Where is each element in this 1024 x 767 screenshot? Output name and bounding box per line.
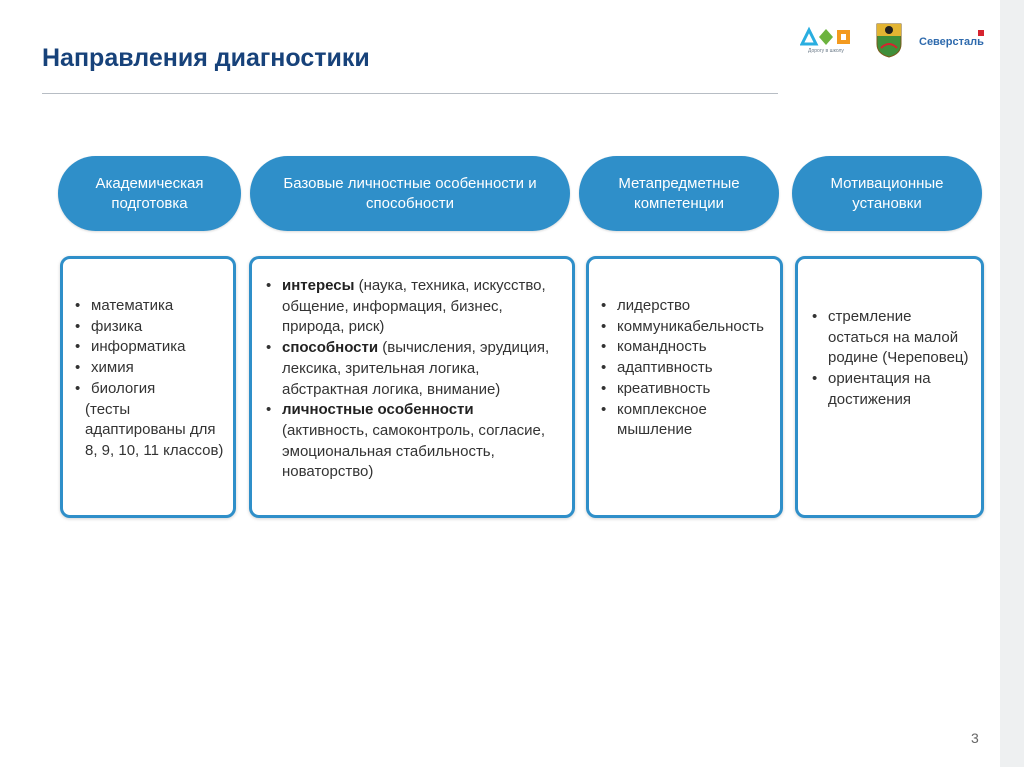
header-academic: Академическая подготовка xyxy=(58,156,241,231)
header-motivation: Мотивационные установки xyxy=(792,156,982,231)
list-item: • адаптивность xyxy=(599,358,772,379)
item-term: способности xyxy=(282,339,379,357)
page-number: 3 xyxy=(971,730,979,746)
list-item: • лидерство xyxy=(599,296,772,317)
list-item: • комплексное мышление xyxy=(599,400,772,441)
item-detail: (активность, самоконтроль, согласие, эмоциональная стабильность, новаторство) xyxy=(282,421,546,481)
list-item: • коммуникабельность xyxy=(599,317,772,338)
card-metasubject xyxy=(586,256,783,518)
card-personal xyxy=(249,256,575,518)
list-item: • стремление остаться на малой родине (Череповец) xyxy=(810,307,971,369)
list-item: • командность xyxy=(599,337,772,358)
item-detail: (наука, техника, искусство, общение, информация, бизнес, природа, риск) xyxy=(282,277,546,336)
list-item: • биология xyxy=(73,379,227,400)
list-item: • креативность xyxy=(599,379,772,400)
list-item: • физика xyxy=(73,317,227,338)
list-item: • ориентация на достижения xyxy=(810,369,971,410)
title-divider xyxy=(42,93,778,94)
tests-note: (тесты адаптированы для 8, 9, 10, 11 классов) xyxy=(85,400,224,459)
school-road-caption: Дорогу в школу xyxy=(808,48,844,54)
card-academic xyxy=(60,256,236,518)
slide-title: Направления диагностики xyxy=(42,44,370,72)
viewer-gutter xyxy=(1000,0,1024,767)
list-item: • химия xyxy=(73,358,227,379)
shape-tiles-icon xyxy=(800,26,852,48)
logo-strip xyxy=(800,22,990,62)
item-term: интересы xyxy=(282,277,355,294)
item-term: личностные особенности xyxy=(282,401,474,419)
card-motivation xyxy=(795,256,984,518)
list-item xyxy=(264,338,556,400)
header-personal: Базовые личностные особенности и способности xyxy=(250,156,570,231)
severstal-logo: Северсталь xyxy=(919,36,984,48)
severstal-mark-icon xyxy=(978,30,984,36)
crest-icon xyxy=(875,22,903,58)
list-item: • математика xyxy=(73,296,227,317)
list-item xyxy=(264,400,556,483)
city-crest-logo xyxy=(875,22,903,58)
header-metasubject: Метапредметные компетенции xyxy=(579,156,779,231)
list-item xyxy=(264,276,556,338)
list-item: • информатика xyxy=(73,337,227,358)
item-detail: (вычисления, эрудиция, лексика, зрительная логика, абстрактная логика, внимание) xyxy=(282,339,550,398)
school-road-logo xyxy=(800,26,852,60)
